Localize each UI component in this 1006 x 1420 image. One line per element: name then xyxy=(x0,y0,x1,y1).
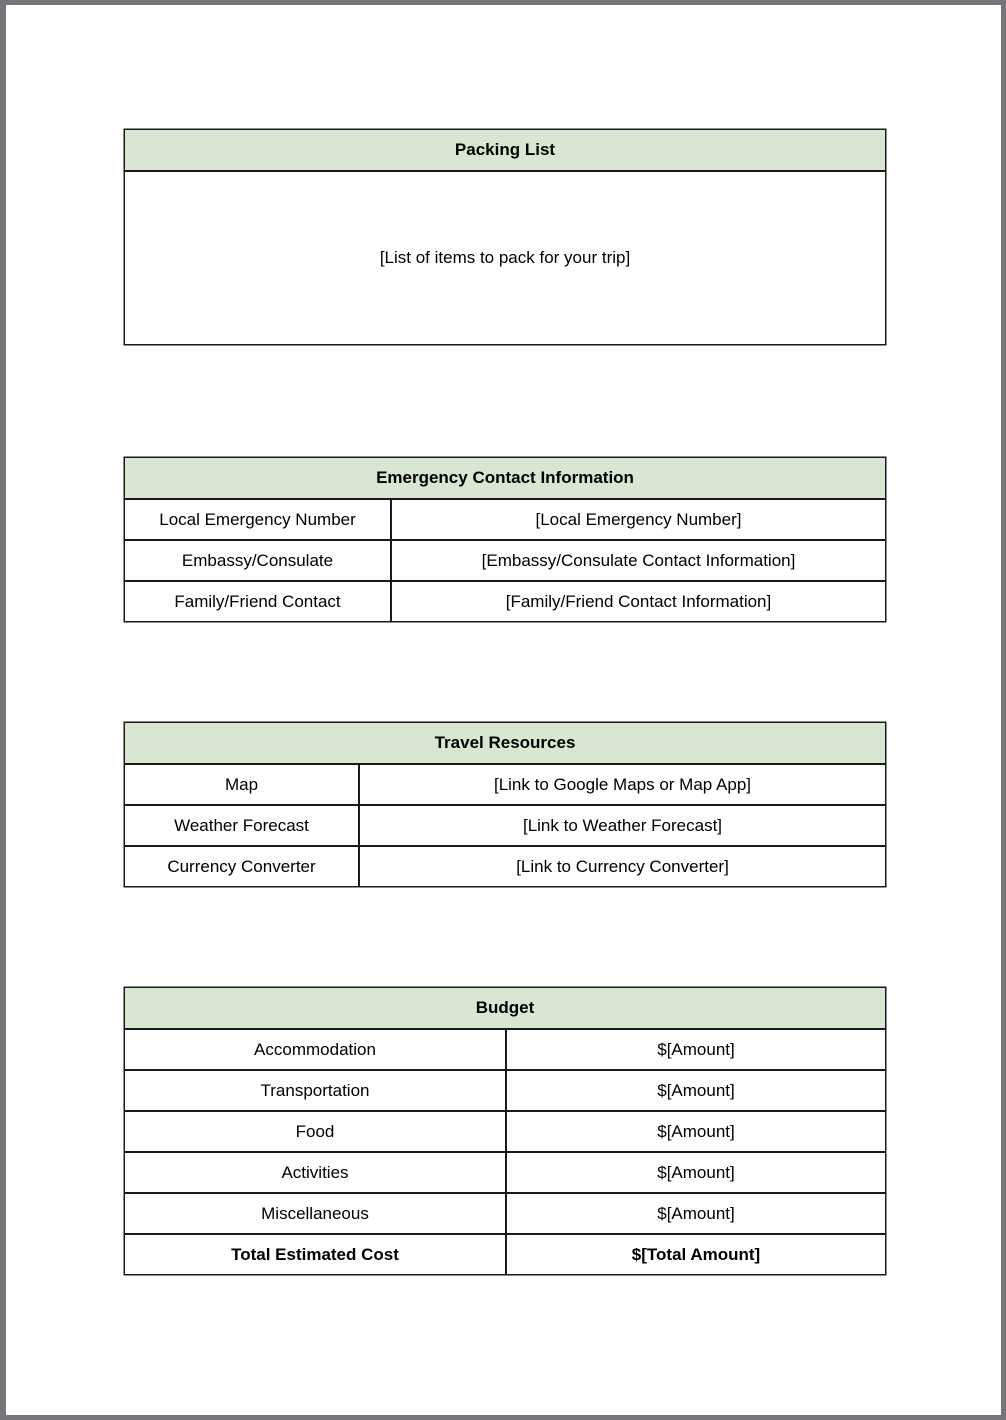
packing-list-title: Packing List xyxy=(124,129,886,171)
emergency-contacts-title: Emergency Contact Information xyxy=(124,457,886,499)
table-header-row xyxy=(124,987,886,1029)
table-row xyxy=(124,846,886,887)
budget-row-label-2: Food xyxy=(124,1111,506,1152)
budget-total-row xyxy=(124,1234,886,1275)
budget-row-value-4[interactable]: $[Amount] xyxy=(506,1193,886,1234)
table-header-row xyxy=(124,129,886,171)
travel-resources-section xyxy=(124,722,886,887)
resource-row-value-0[interactable]: [Link to Google Maps or Map App] xyxy=(359,764,886,805)
resource-row-label-0: Map xyxy=(124,764,359,805)
emergency-row-label-0: Local Emergency Number xyxy=(124,499,391,540)
emergency-row-value-0[interactable]: [Local Emergency Number] xyxy=(391,499,886,540)
budget-row-label-4: Miscellaneous xyxy=(124,1193,506,1234)
travel-resources-title: Travel Resources xyxy=(124,722,886,764)
budget-table xyxy=(124,987,886,1275)
budget-row-label-0: Accommodation xyxy=(124,1029,506,1070)
emergency-row-label-1: Embassy/Consulate xyxy=(124,540,391,581)
table-row xyxy=(124,1070,886,1111)
emergency-contacts-table xyxy=(124,457,886,622)
table-row xyxy=(124,1193,886,1234)
emergency-row-label-2: Family/Friend Contact xyxy=(124,581,391,622)
travel-resources-table xyxy=(124,722,886,887)
table-row xyxy=(124,1029,886,1070)
emergency-row-value-1[interactable]: [Embassy/Consulate Contact Information] xyxy=(391,540,886,581)
resource-row-value-2[interactable]: [Link to Currency Converter] xyxy=(359,846,886,887)
budget-section xyxy=(124,987,886,1275)
budget-row-label-3: Activities xyxy=(124,1152,506,1193)
resource-row-value-1[interactable]: [Link to Weather Forecast] xyxy=(359,805,886,846)
budget-total-label: Total Estimated Cost xyxy=(124,1234,506,1275)
budget-total-value[interactable]: $[Total Amount] xyxy=(506,1234,886,1275)
table-header-row xyxy=(124,722,886,764)
budget-row-value-0[interactable]: $[Amount] xyxy=(506,1029,886,1070)
table-row xyxy=(124,805,886,846)
table-row xyxy=(124,581,886,622)
table-row xyxy=(124,499,886,540)
table-row xyxy=(124,171,886,345)
resource-row-label-2: Currency Converter xyxy=(124,846,359,887)
table-header-row xyxy=(124,457,886,499)
budget-row-value-3[interactable]: $[Amount] xyxy=(506,1152,886,1193)
table-row xyxy=(124,1152,886,1193)
page-sheet xyxy=(6,5,1001,1415)
table-row xyxy=(124,540,886,581)
budget-title: Budget xyxy=(124,987,886,1029)
budget-row-label-1: Transportation xyxy=(124,1070,506,1111)
packing-list-table xyxy=(124,129,886,345)
budget-row-value-1[interactable]: $[Amount] xyxy=(506,1070,886,1111)
table-row xyxy=(124,1111,886,1152)
budget-row-value-2[interactable]: $[Amount] xyxy=(506,1111,886,1152)
packing-list-body[interactable]: [List of items to pack for your trip] xyxy=(124,171,886,345)
resource-row-label-1: Weather Forecast xyxy=(124,805,359,846)
table-row xyxy=(124,764,886,805)
emergency-contacts-section xyxy=(124,457,886,622)
emergency-row-value-2[interactable]: [Family/Friend Contact Information] xyxy=(391,581,886,622)
packing-list-section xyxy=(124,129,886,345)
